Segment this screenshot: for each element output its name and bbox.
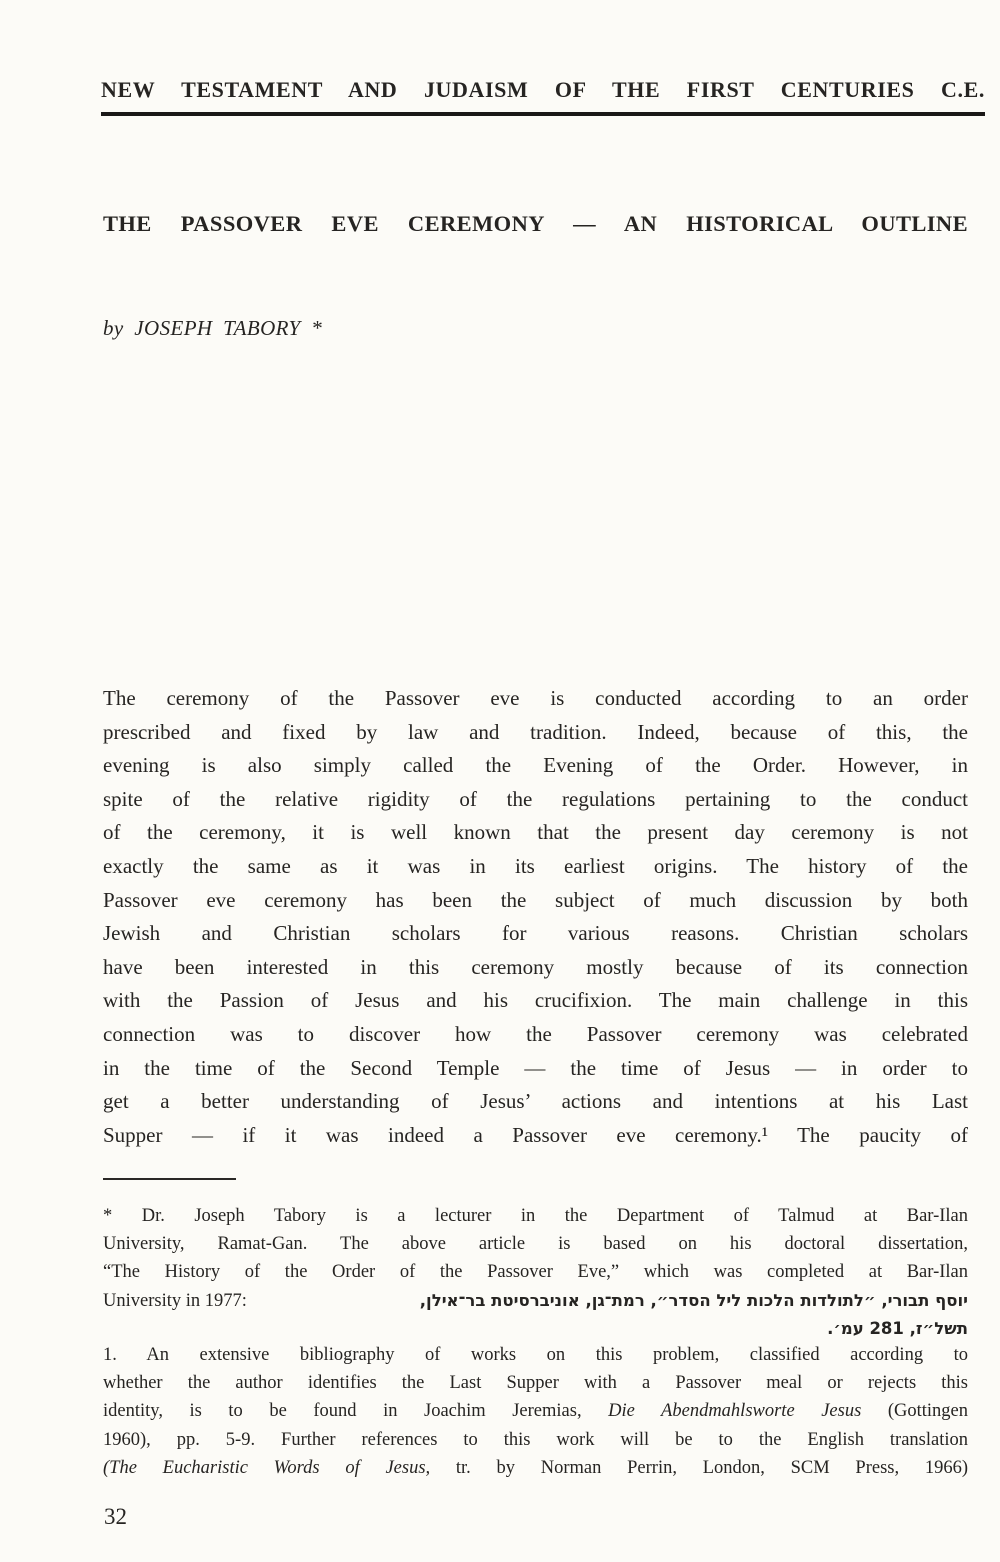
footnote-line-mixed xyxy=(103,1287,968,1315)
footnote-line: “The History of the Order of the Passover Eve,” which was completed at Bar-Ilan xyxy=(103,1262,968,1283)
footnote-separator-rule xyxy=(103,1178,236,1180)
footnote-text: (Gottingen xyxy=(861,1401,969,1422)
footnote-line: University, Ramat-Gan. The above article is based on his doctoral dissertation, xyxy=(103,1234,968,1255)
body-line: of the ceremony, it is well known that the present day ceremony is not xyxy=(103,820,968,845)
footnote-text: identity, is to be found in Joachim Jeremias, xyxy=(103,1401,609,1422)
body-line: prescribed and fixed by law and tradition. Indeed, because of this, the xyxy=(103,719,968,744)
byline-prefix: by xyxy=(103,316,124,340)
body-line: with the Passion of Jesus and his crucifixion. The main challenge in this xyxy=(103,988,968,1013)
footnote-hebrew-line: תשל״ז, 281 עמ׳. xyxy=(827,1318,968,1338)
author-name: JOSEPH TABORY xyxy=(134,316,301,340)
body-line: Supper — if it was indeed a Passover eve ceremony.¹ The paucity of xyxy=(103,1122,968,1147)
body-line: get a better understanding of Jesus’ actions and intentions at his Last xyxy=(103,1089,968,1114)
body-line: spite of the relative rigidity of the regulations pertaining to the conduct xyxy=(103,786,968,811)
footnote-latin-text: University in 1977: xyxy=(103,1290,247,1311)
footnote-1 xyxy=(103,1341,968,1482)
footnote-line: 1960), pp. 5-9. Further references to this work will be to the English translation xyxy=(103,1429,968,1450)
footnote-line: 1. An extensive bibliography of works on this problem, classified according to xyxy=(103,1345,968,1365)
author-footnote-mark: * xyxy=(311,316,323,340)
book-title-italic: (The Eucharistic Words of Jesus, xyxy=(103,1457,431,1478)
footnote-hebrew-text: יוסף תבורי, ״לתולדות הלכות ליל הסדר״, רמת־גן, אוניברסיטת בר־אילן, xyxy=(419,1290,968,1310)
body-line: exactly the same as it was in its earliest origins. The history of the xyxy=(103,853,968,878)
running-head: NEW TESTAMENT AND JUDAISM OF THE FIRST CENTURIES C.E. xyxy=(101,77,985,102)
article-title: THE PASSOVER EVE CEREMONY — AN HISTORICAL OUTLINE xyxy=(103,211,968,236)
page-number: 32 xyxy=(104,1504,127,1529)
footnote-line xyxy=(103,1454,968,1482)
body-line: The ceremony of the Passover eve is conducted according to an order xyxy=(103,686,968,710)
footnote-star xyxy=(103,1202,968,1343)
body-line: Passover eve ceremony has been the subject of much discussion by both xyxy=(103,887,968,912)
header-rule xyxy=(101,112,985,116)
body-line: Jewish and Christian scholars for various reasons. Christian scholars xyxy=(103,921,968,946)
body-line: have been interested in this ceremony mostly because of its connection xyxy=(103,954,968,979)
footnote-line xyxy=(103,1397,968,1425)
body-line: evening is also simply called the Evening of the Order. However, in xyxy=(103,753,968,778)
body-line: in the time of the Second Temple — the time of Jesus — in order to xyxy=(103,1055,968,1080)
body-paragraph xyxy=(103,682,968,1152)
body-line: connection was to discover how the Passover ceremony was celebrated xyxy=(103,1021,968,1046)
footnote-line: whether the author identifies the Last Supper with a Passover meal or rejects this xyxy=(103,1373,968,1394)
footnote-text: tr. by Norman Perrin, London, SCM Press, 1966) xyxy=(430,1457,968,1478)
footnote-line: * Dr. Joseph Tabory is a lecturer in the Department of Talmud at Bar-Ilan xyxy=(103,1206,968,1226)
byline xyxy=(103,316,322,341)
book-title-italic: Die Abendmahlsworte Jesus xyxy=(608,1401,862,1422)
